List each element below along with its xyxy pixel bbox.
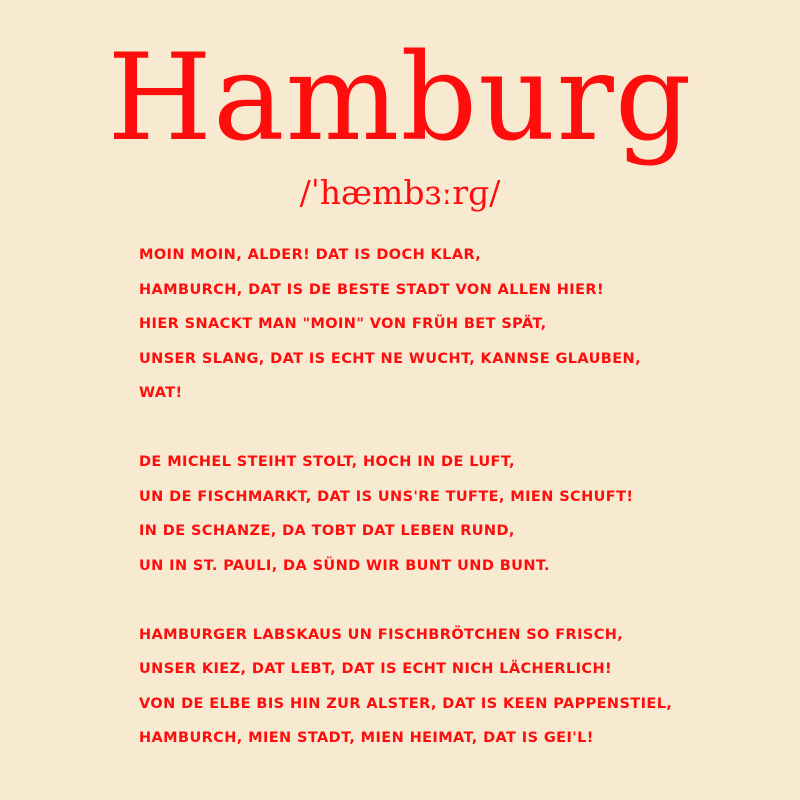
lyric-line: HAMBURCH, MIEN STADT, MIEN HEIMAT, DAT IS GEI'L! xyxy=(139,730,594,746)
lyric-line: VON DE ELBE BIS HIN ZUR ALSTER, DAT IS KEEN PAPPENSTIEL, xyxy=(139,695,673,712)
lyric-line: DE MICHEL STEIHT STOLT, HOCH IN DE LUFT, xyxy=(139,454,515,470)
stanza-1 xyxy=(139,240,789,413)
stanza-spacer xyxy=(139,585,789,620)
lyric-line: HIER SNACKT MAN "MOIN" VON FRÜH BET SPÄT, xyxy=(139,316,547,332)
stanza-3 xyxy=(139,620,789,758)
lyric-line: UNSER KIEZ, DAT LEBT, DAT IS ECHT NICH LÄCHERLICH! xyxy=(139,661,612,677)
phonetic-transcription: /ˈhæmbɜːrɡ/ xyxy=(299,173,501,212)
stanza-2 xyxy=(139,447,789,585)
lyric-line: HAMBURCH, DAT IS DE BESTE STADT VON ALLEN HIER! xyxy=(139,281,604,298)
lyric-line: UN DE FISCHMARKT, DAT IS UNS'RE TUFTE, MIEN SCHUFT! xyxy=(139,488,634,505)
stanza-spacer xyxy=(139,413,789,448)
lyric-line: WAT! xyxy=(139,385,183,401)
lyric-line: UNSER SLANG, DAT IS ECHT NE WUCHT, KANNSE GLAUBEN, xyxy=(139,350,641,367)
page-title: Hamburg xyxy=(107,29,693,168)
lyric-line: HAMBURGER LABSKAUS UN FISCHBRÖTCHEN SO FRISCH, xyxy=(139,626,624,643)
lyrics xyxy=(139,240,789,758)
lyric-line: UN IN ST. PAULI, DA SÜND WIR BUNT UND BUNT. xyxy=(139,557,550,574)
lyric-line: MOIN MOIN, ALDER! DAT IS DOCH KLAR, xyxy=(139,247,482,263)
lyric-line: IN DE SCHANZE, DA TOBT DAT LEBEN RUND, xyxy=(139,523,515,539)
